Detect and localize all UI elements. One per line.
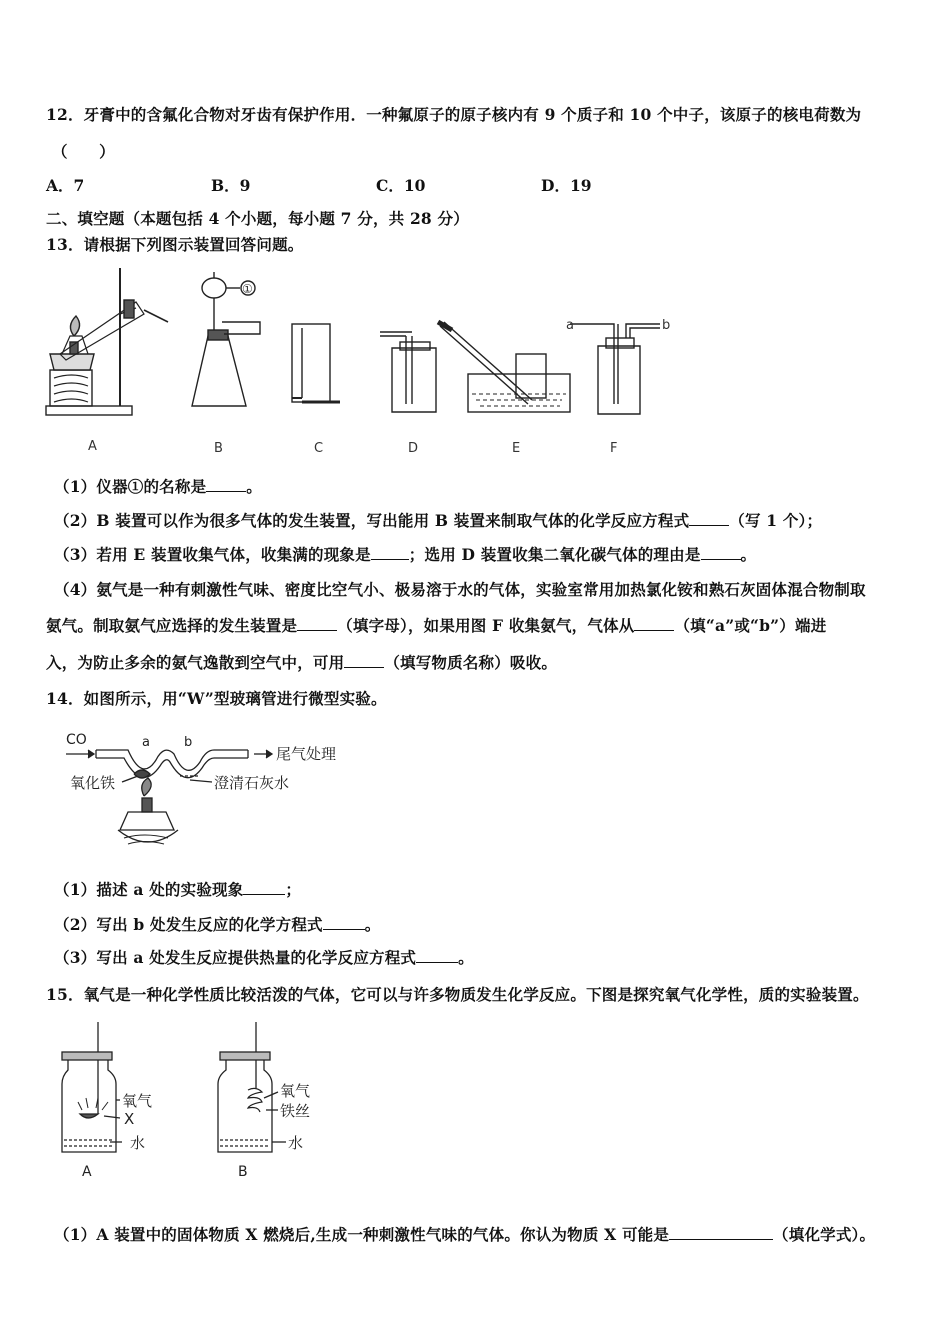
text: （填“a”或“b”）端进	[674, 616, 827, 635]
text: （1）A 装置中的固体物质 X 燃烧后,生成一种刺激性气味的气体。你认为物质 X 可能是	[54, 1225, 670, 1244]
fig-label: B	[214, 441, 223, 456]
text: （2）B 装置可以作为很多气体的发生装置，写出能用 B 装置来制取气体的化学反应方程式	[54, 511, 690, 530]
answer-blank[interactable]	[323, 915, 365, 930]
text: 。	[458, 948, 474, 967]
q13-part4-line3	[46, 651, 557, 673]
q13-part4-line1: （4）氨气是一种有刺激性气味、密度比空气小、极易溶于水的气体，实验室常用加热氯化铵和熟石灰固体混合物制取	[54, 580, 866, 599]
answer-blank[interactable]	[634, 616, 674, 631]
text: （1）仪器①的名称是	[54, 477, 207, 496]
text: （2）写出 b 处发生反应的化学方程式	[54, 915, 323, 934]
fig-label: D	[408, 441, 419, 456]
answer-blank[interactable]	[243, 880, 285, 895]
port-b: b	[662, 318, 671, 333]
text: （填写物质名称）吸收。	[384, 653, 558, 672]
q12-answer-paren: （ ）	[52, 142, 115, 161]
text: （写 1 个）；	[729, 511, 823, 530]
q15-stem: 15．氧气是一种化学性质比较活泼的气体，它可以与许多物质发生化学反应。下图是探究氧气化学性，质的实验装置。	[46, 985, 869, 1004]
apparatus-e	[438, 322, 570, 412]
text: ；选用 D 装置收集二氧化碳气体的理由是	[408, 545, 701, 564]
text: ；	[285, 880, 302, 899]
text: （填字母），如果用图 F 收集氨气，气体从	[337, 616, 635, 635]
fig-label: A	[88, 439, 97, 454]
label-oxygen-b: 氧气	[280, 1082, 311, 1100]
label-b: b	[184, 735, 193, 750]
section-heading: 二、填空题（本题包括 4 个小题，每小题 7 分，共 28 分）	[46, 209, 469, 228]
apparatus-f	[570, 324, 660, 414]
label-iron-wire: 铁丝	[280, 1102, 311, 1120]
label-iron-oxide: 氧化铁	[70, 774, 116, 792]
fig-label: C	[314, 441, 324, 456]
q14-part3	[54, 946, 474, 968]
option-d: D．19	[541, 176, 592, 195]
marker-1: ①	[242, 282, 253, 296]
label-a: A	[82, 1164, 92, 1180]
label-a: a	[142, 735, 150, 750]
label-water-a: 水	[130, 1134, 146, 1152]
answer-blank[interactable]	[206, 477, 246, 492]
label-tail-gas: 尾气处理	[276, 745, 337, 763]
apparatus-d	[380, 332, 436, 412]
text: （1）描述 a 处的实验现象	[54, 880, 244, 899]
q15-combustion-figure	[50, 1018, 340, 1188]
jar-b	[218, 1022, 286, 1152]
q14-part1	[54, 878, 301, 900]
answer-blank[interactable]	[669, 1225, 773, 1240]
answer-blank[interactable]	[344, 653, 384, 668]
answer-blank[interactable]	[371, 545, 409, 560]
answer-blank[interactable]	[297, 616, 337, 631]
option-c: C．10	[376, 176, 426, 195]
label-oxygen-a: 氧气	[122, 1092, 153, 1110]
label-b: B	[238, 1164, 248, 1180]
answer-blank[interactable]	[689, 511, 729, 526]
text: （3）写出 a 处发生反应提供热量的化学反应方程式	[54, 948, 417, 967]
label-limewater: 澄清石灰水	[214, 774, 290, 792]
q14-stem: 14．如图所示，用“W”型玻璃管进行微型实验。	[46, 689, 387, 708]
q13-part3	[54, 543, 756, 565]
text: 。	[740, 545, 757, 564]
port-a: a	[566, 318, 574, 333]
q13-part2	[54, 509, 822, 531]
q14-part2	[54, 913, 380, 935]
q14-w-tube-figure	[62, 726, 362, 858]
fig-label: E	[512, 441, 521, 456]
q13-stem: 13．请根据下列图示装置回答问题。	[46, 235, 304, 254]
q13-part4-line2	[46, 614, 826, 636]
answer-blank[interactable]	[416, 948, 458, 963]
text: 氨气。制取氨气应选择的发生装置是	[46, 616, 298, 635]
text: （3）若用 E 装置收集气体，收集满的现象是	[54, 545, 371, 564]
text: 。	[246, 477, 262, 496]
q13-apparatus-figure	[40, 262, 680, 460]
fig-label: F	[610, 441, 618, 456]
label-x: X	[124, 1110, 135, 1128]
q12-stem: 12．牙膏中的含氟化合物对牙齿有保护作用．一种氟原子的原子核内有 9 个质子和 10 个中子，该原子的核电荷数为	[46, 105, 862, 124]
option-a: A．7	[46, 176, 85, 195]
label-water-b: 水	[288, 1134, 304, 1152]
q13-part1	[54, 475, 262, 497]
text: 。	[364, 915, 381, 934]
jar-a	[62, 1022, 122, 1152]
text: （填化学式）。	[773, 1225, 876, 1244]
q15-part1	[54, 1223, 875, 1245]
apparatus-c	[292, 324, 340, 402]
text: 入，为防止多余的氨气逸散到空气中，可用	[46, 653, 345, 672]
apparatus-a	[46, 268, 168, 415]
answer-blank[interactable]	[701, 545, 741, 560]
option-b: B．9	[211, 176, 251, 195]
label-co: CO	[66, 732, 87, 748]
